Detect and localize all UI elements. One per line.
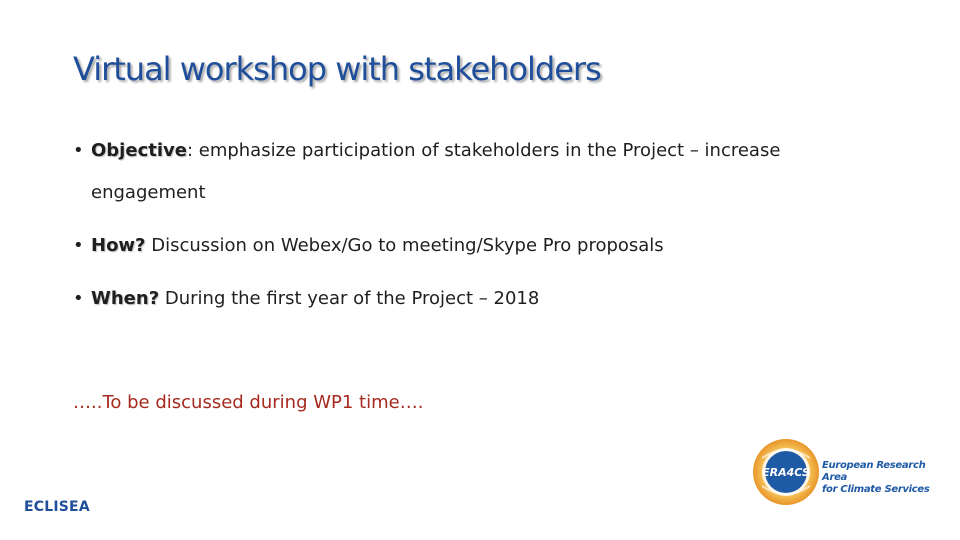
discussion-note: …..To be discussed during WP1 time…. xyxy=(73,392,424,413)
logo-line-2: for Climate Services xyxy=(822,484,930,495)
bullet-how xyxy=(73,225,873,267)
logo-acronym: ERA4CS xyxy=(762,466,810,479)
bullet-label: When? xyxy=(91,288,160,309)
bullet-marker: • xyxy=(73,235,84,256)
bullet-objective xyxy=(73,130,873,214)
bullet-when xyxy=(73,278,873,320)
slide-title: Virtual workshop with stakeholders xyxy=(73,50,601,88)
bullet-list xyxy=(73,130,873,320)
bullet-marker: • xyxy=(73,288,84,309)
bullet-text: : emphasize participation of stakeholders in the Project – increase engagement xyxy=(91,140,781,203)
bullet-text: During the first year of the Project – 2018 xyxy=(159,288,540,309)
era4cs-emblem-icon xyxy=(752,438,820,506)
eclisea-label: ECLISEA xyxy=(24,499,90,515)
era4cs-logo xyxy=(752,438,930,510)
bullet-label: How? xyxy=(91,235,146,256)
bullet-label: Objective xyxy=(91,140,187,161)
bullet-text: Discussion on Webex/Go to meeting/Skype Pro proposals xyxy=(145,235,664,256)
logo-line-1: European Research Area xyxy=(822,460,926,483)
bullet-marker: • xyxy=(73,140,84,161)
logo-caption xyxy=(822,460,932,496)
